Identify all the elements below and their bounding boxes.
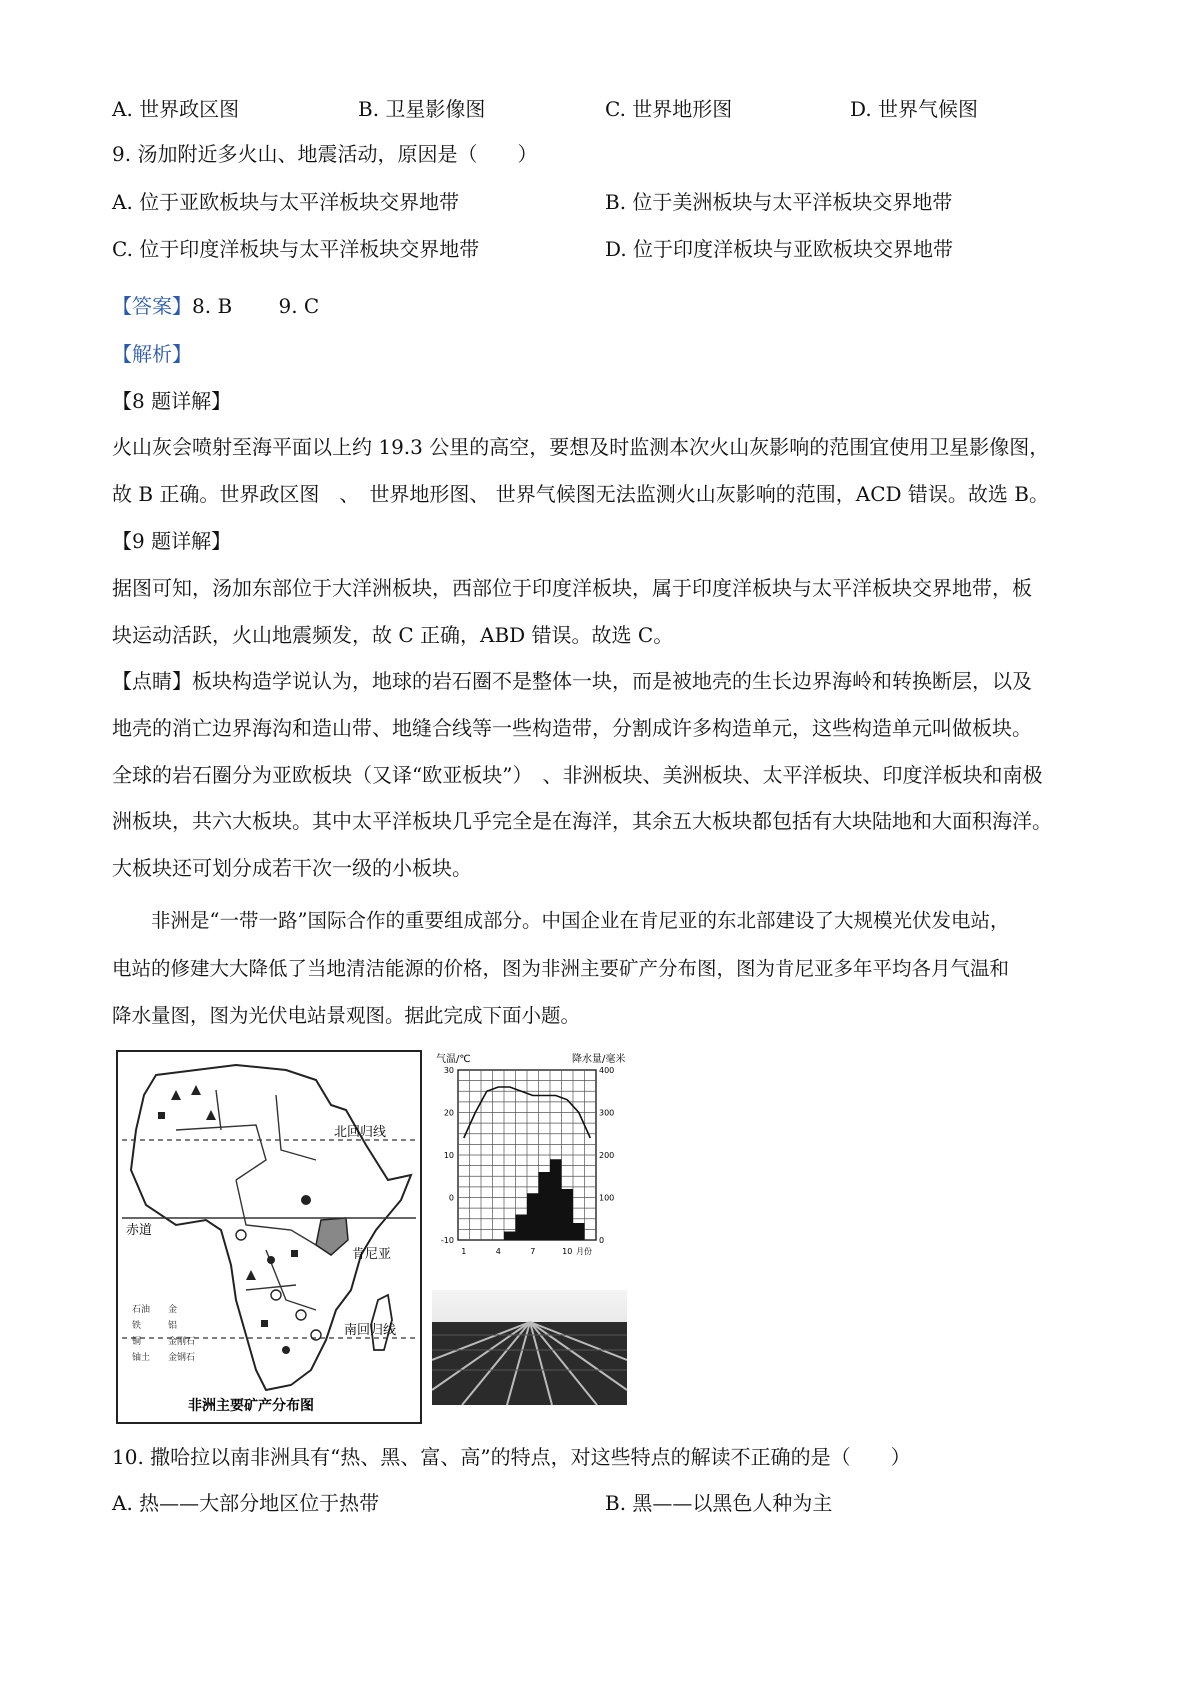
legend-8: 金钢石 xyxy=(168,1353,196,1363)
precip-bar xyxy=(516,1215,528,1241)
y-right-tick: 400 xyxy=(599,1066,615,1075)
precip-bar xyxy=(539,1172,551,1240)
legend-2: 金 xyxy=(168,1305,178,1315)
detail9-line-2: 块运动活跃，火山地震频发，故 C 正确，ABD 错误。故选 C。 xyxy=(112,623,674,647)
q8-option-a: A. 世界政区图 xyxy=(112,97,240,121)
tip-line-2: 地壳的消亡边界海沟和造山带、地缝合线等一些构造带，分割成许多构造单元，这些构造单元叫做板块。 xyxy=(112,716,1032,740)
q9-stem: 9. 汤加附近多火山、地震活动，原因是（ ） xyxy=(112,142,538,166)
q9-option-b: B. 位于美洲板块与太平洋板块交界地带 xyxy=(605,190,953,214)
detail9-line-1: 据图可知，汤加东部位于大洋洲板块，西部位于印度洋板块，属于印度洋板块与太平洋板块交界地带，板 xyxy=(112,576,1032,600)
y-left-tick: 30 xyxy=(443,1066,454,1075)
map-label-tropic-south: 南回归线 xyxy=(344,1323,397,1338)
q10-option-b: B. 黑——以黑色人种为主 xyxy=(605,1491,833,1515)
tip-line-1: 【点睛】板块构造学说认为，地球的岩石圈不是整体一块，而是被地壳的生长边界海岭和转换断层，以及 xyxy=(112,669,1032,693)
y-left-tick: -10 xyxy=(440,1236,454,1245)
precip-bar xyxy=(527,1193,539,1240)
legend-7: 铀土 xyxy=(132,1353,151,1363)
tip-line-3: 全球的岩石圈分为亚欧板块（又译“欧亚板块”） 、非洲板块、美洲板块、太平洋板块、印度洋板块和南极 xyxy=(112,763,1043,787)
map-label-kenya: 肯尼亚 xyxy=(352,1247,392,1262)
tip-line-5: 大板块还可划分成若干次一级的小板块。 xyxy=(112,856,472,880)
legend-6: 金刚石 xyxy=(168,1337,196,1347)
y-right-tick: 300 xyxy=(599,1108,615,1118)
intro-line-3: 降水量图，图为光伏电站景观图。据此完成下面小题。 xyxy=(112,1004,581,1027)
precip-bar xyxy=(550,1159,562,1240)
solar-plant-photo xyxy=(432,1290,627,1405)
answer-tag: 【答案】 xyxy=(112,294,192,318)
y-right-tick: 100 xyxy=(599,1193,615,1203)
climate-chart xyxy=(432,1050,632,1270)
map-label-tropic-north: 北回归线 xyxy=(334,1125,387,1140)
detail9-title: 【9 题详解】 xyxy=(112,529,232,553)
x-tick: 10 xyxy=(562,1247,573,1256)
africa-mineral-map xyxy=(116,1050,422,1424)
answer-line xyxy=(112,292,319,320)
y-left-tick: 10 xyxy=(443,1151,454,1160)
precip-bar xyxy=(573,1223,585,1240)
q10-option-a: A. 热——大部分地区位于热带 xyxy=(112,1491,380,1515)
q9-option-a: A. 位于亚欧板块与太平洋板块交界地带 xyxy=(112,190,460,214)
detail8-line-2: 故 B 正确。世界政区图 、 世界地形图、 世界气候图无法监测火山灰影响的范围，ACD 错误。故选 B。 xyxy=(112,482,1049,506)
legend-4: 铝 xyxy=(168,1321,178,1331)
q8-option-b: B. 卫星影像图 xyxy=(358,97,486,121)
detail8-title: 【8 题详解】 xyxy=(112,389,232,413)
answer-text: 8. B 9. C xyxy=(192,294,320,318)
y-right-tick: 0 xyxy=(599,1236,605,1245)
x-tick: 月份 xyxy=(576,1247,592,1256)
y-left-tick: 0 xyxy=(448,1193,454,1203)
precip-bars xyxy=(504,1159,585,1240)
map-caption: 非洲主要矿产分布图 xyxy=(188,1398,314,1414)
q8-option-d: D. 世界气候图 xyxy=(850,97,979,121)
y-left-tick: 20 xyxy=(443,1108,454,1118)
tip-line-4: 洲板块，共六大板块。其中太平洋板块几乎完全是在海洋，其余五大板块都包括有大块陆地和大面积海洋。 xyxy=(112,809,1052,833)
q10-stem: 10. 撒哈拉以南非洲具有“热、黑、富、高”的特点，对这些特点的解读不正确的是（ ） xyxy=(112,1445,911,1469)
q9-option-c: C. 位于印度洋板块与太平洋板块交界地带 xyxy=(112,237,480,261)
intro-line-1: 非洲是“一带一路”国际合作的重要组成部分。中国企业在肯尼亚的东北部建设了大规模光伏发电站， xyxy=(112,909,1010,932)
y-right-label: 降水量/毫米 xyxy=(572,1054,626,1065)
q8-option-c: C. 世界地形图 xyxy=(605,97,733,121)
legend-1: 石油 xyxy=(132,1305,151,1315)
x-tick: 1 xyxy=(461,1247,467,1256)
legend-5: 铜 xyxy=(132,1337,142,1347)
y-right-tick: 200 xyxy=(599,1151,615,1160)
y-left-label: 气温/℃ xyxy=(436,1054,471,1065)
precip-bar xyxy=(562,1189,574,1240)
detail8-line-1: 火山灰会喷射至海平面以上约 19.3 公里的高空，要想及时监测本次火山灰影响的范围宜使用卫星影像图， xyxy=(112,435,1050,459)
legend-3: 铁 xyxy=(132,1321,142,1331)
precip-bar xyxy=(504,1232,516,1241)
x-tick: 4 xyxy=(495,1247,501,1256)
x-tick: 7 xyxy=(530,1247,536,1256)
map-label-equator: 赤道 xyxy=(126,1223,153,1238)
analysis-tag: 【解析】 xyxy=(112,342,192,366)
intro-line-2: 电站的修建大大降低了当地清洁能源的价格，图为非洲主要矿产分布图，图为肯尼亚多年平均各月气温和 xyxy=(112,957,1010,980)
q9-option-d: D. 位于印度洋板块与亚欧板块交界地带 xyxy=(605,237,954,261)
